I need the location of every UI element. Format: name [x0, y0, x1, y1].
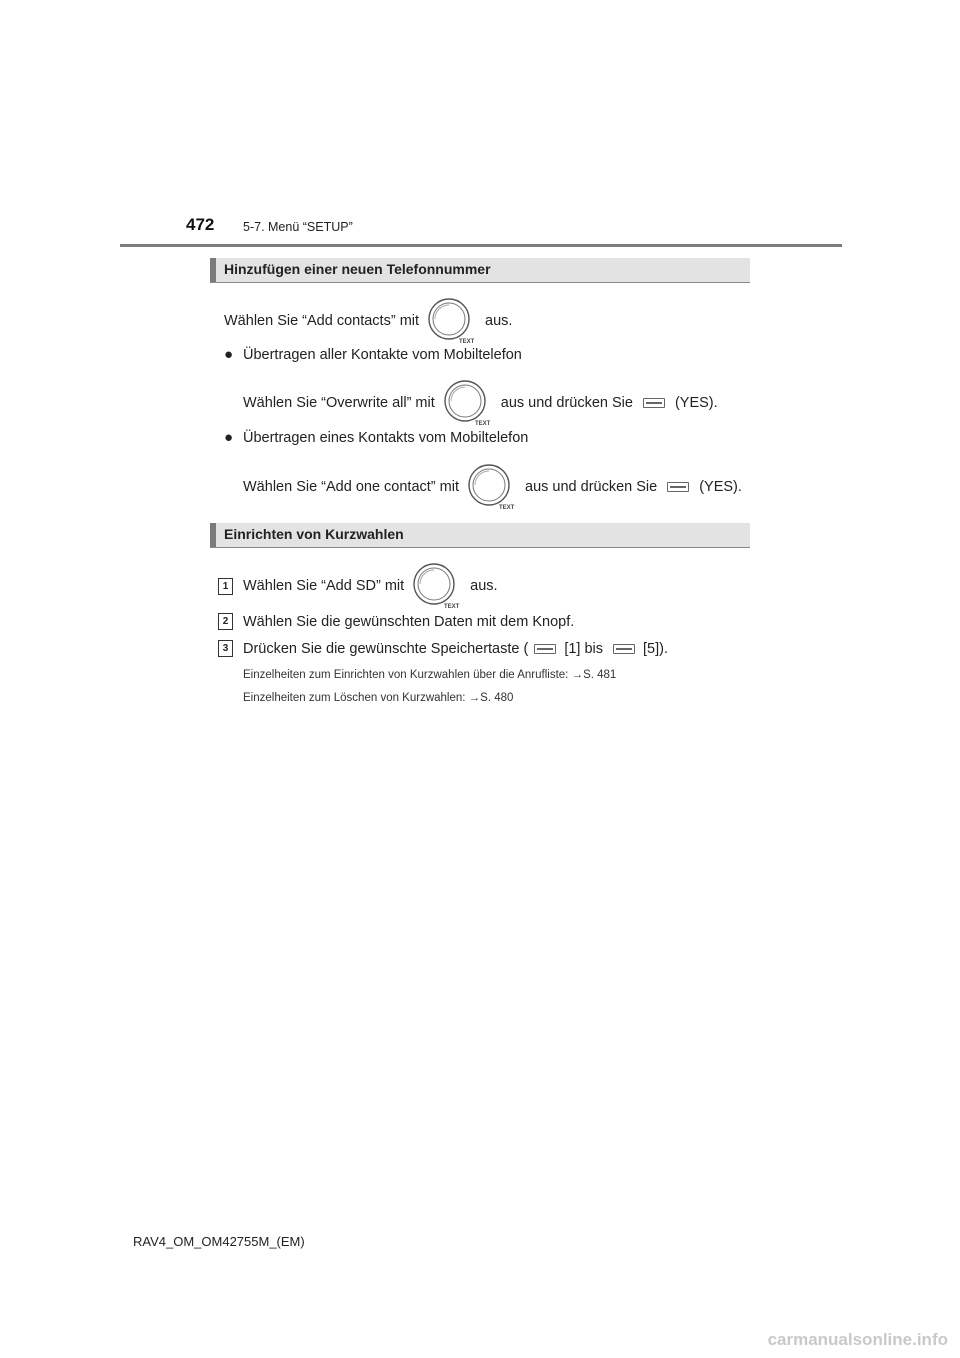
- bullet-heading: Übertragen eines Kontakts vom Mobiltelefon: [243, 430, 529, 446]
- step-1-instruction: [243, 563, 498, 609]
- section-reference: 5-7. Menü “SETUP”: [243, 220, 353, 234]
- section-heading-add-number: [210, 258, 750, 283]
- tune-knob-icon: [427, 298, 475, 344]
- instruction-text: aus und drücken Sie: [525, 479, 658, 495]
- note-reference: Einzelheiten zum Einrichten von Kurzwahlen über die Anrufliste: →S. 481: [243, 669, 617, 681]
- instruction-text: (YES).: [699, 479, 742, 495]
- yes-button-icon: [643, 398, 665, 408]
- knob-label: TEXT: [474, 421, 491, 426]
- instruction-text: aus.: [485, 313, 513, 329]
- watermark: carmanualsonline.info: [767, 1330, 948, 1349]
- preset-button-icon: [613, 644, 635, 654]
- tune-knob-icon: [443, 380, 491, 426]
- instruction-text: Wählen Sie “Add SD” mit: [243, 578, 405, 594]
- instruction-text: aus und drücken Sie: [500, 395, 633, 411]
- yes-button-icon: [667, 482, 689, 492]
- knob-label: TEXT: [459, 339, 475, 344]
- step-number-box: 2: [218, 613, 233, 630]
- instruction-overwrite-all: [243, 380, 718, 426]
- tune-knob-icon: [467, 464, 515, 510]
- section-title: Einrichten von Kurzwahlen: [224, 526, 404, 542]
- instruction-text: [1] bis: [564, 641, 604, 657]
- bullet-icon: ●: [224, 429, 234, 446]
- section-heading-speed-dial: [210, 523, 750, 548]
- step-number-box: 1: [218, 578, 233, 595]
- instruction-text: aus.: [470, 578, 498, 594]
- header-divider: [120, 244, 842, 247]
- preset-button-icon: [534, 644, 556, 654]
- bullet-icon: ●: [224, 346, 234, 363]
- step-3-instruction: [243, 641, 668, 657]
- heading-accent-bar: [210, 258, 216, 282]
- instruction-text: (YES).: [674, 395, 718, 411]
- step-2-instruction: Wählen Sie die gewünschten Daten mit dem Knopf.: [243, 614, 575, 630]
- instruction-text: [5]).: [643, 641, 668, 657]
- page-number: 472: [186, 215, 215, 234]
- instruction-add-one-contact: [243, 464, 742, 510]
- instruction-text: Drücken Sie die gewünschte Speichertaste (: [243, 641, 529, 657]
- section-title: Hinzufügen einer neuen Telefonnummer: [224, 261, 491, 277]
- note-reference: Einzelheiten zum Löschen von Kurzwahlen: →S. 480: [243, 692, 514, 704]
- bullet-heading: Übertragen aller Kontakte vom Mobiltelefon: [243, 347, 522, 363]
- instruction-text: Wählen Sie “Add one contact” mit: [243, 479, 459, 495]
- footer-document-code: RAV4_OM_OM42755M_(EM): [133, 1234, 305, 1249]
- knob-label: TEXT: [444, 604, 460, 609]
- step-number-box: 3: [218, 640, 233, 657]
- instruction-text: Wählen Sie “Add contacts” mit: [224, 313, 420, 329]
- instruction-add-contacts: [224, 298, 512, 344]
- instruction-text: Wählen Sie “Overwrite all” mit: [243, 395, 435, 411]
- heading-accent-bar: [210, 523, 216, 547]
- knob-label: TEXT: [499, 505, 515, 510]
- tune-knob-icon: [412, 563, 460, 609]
